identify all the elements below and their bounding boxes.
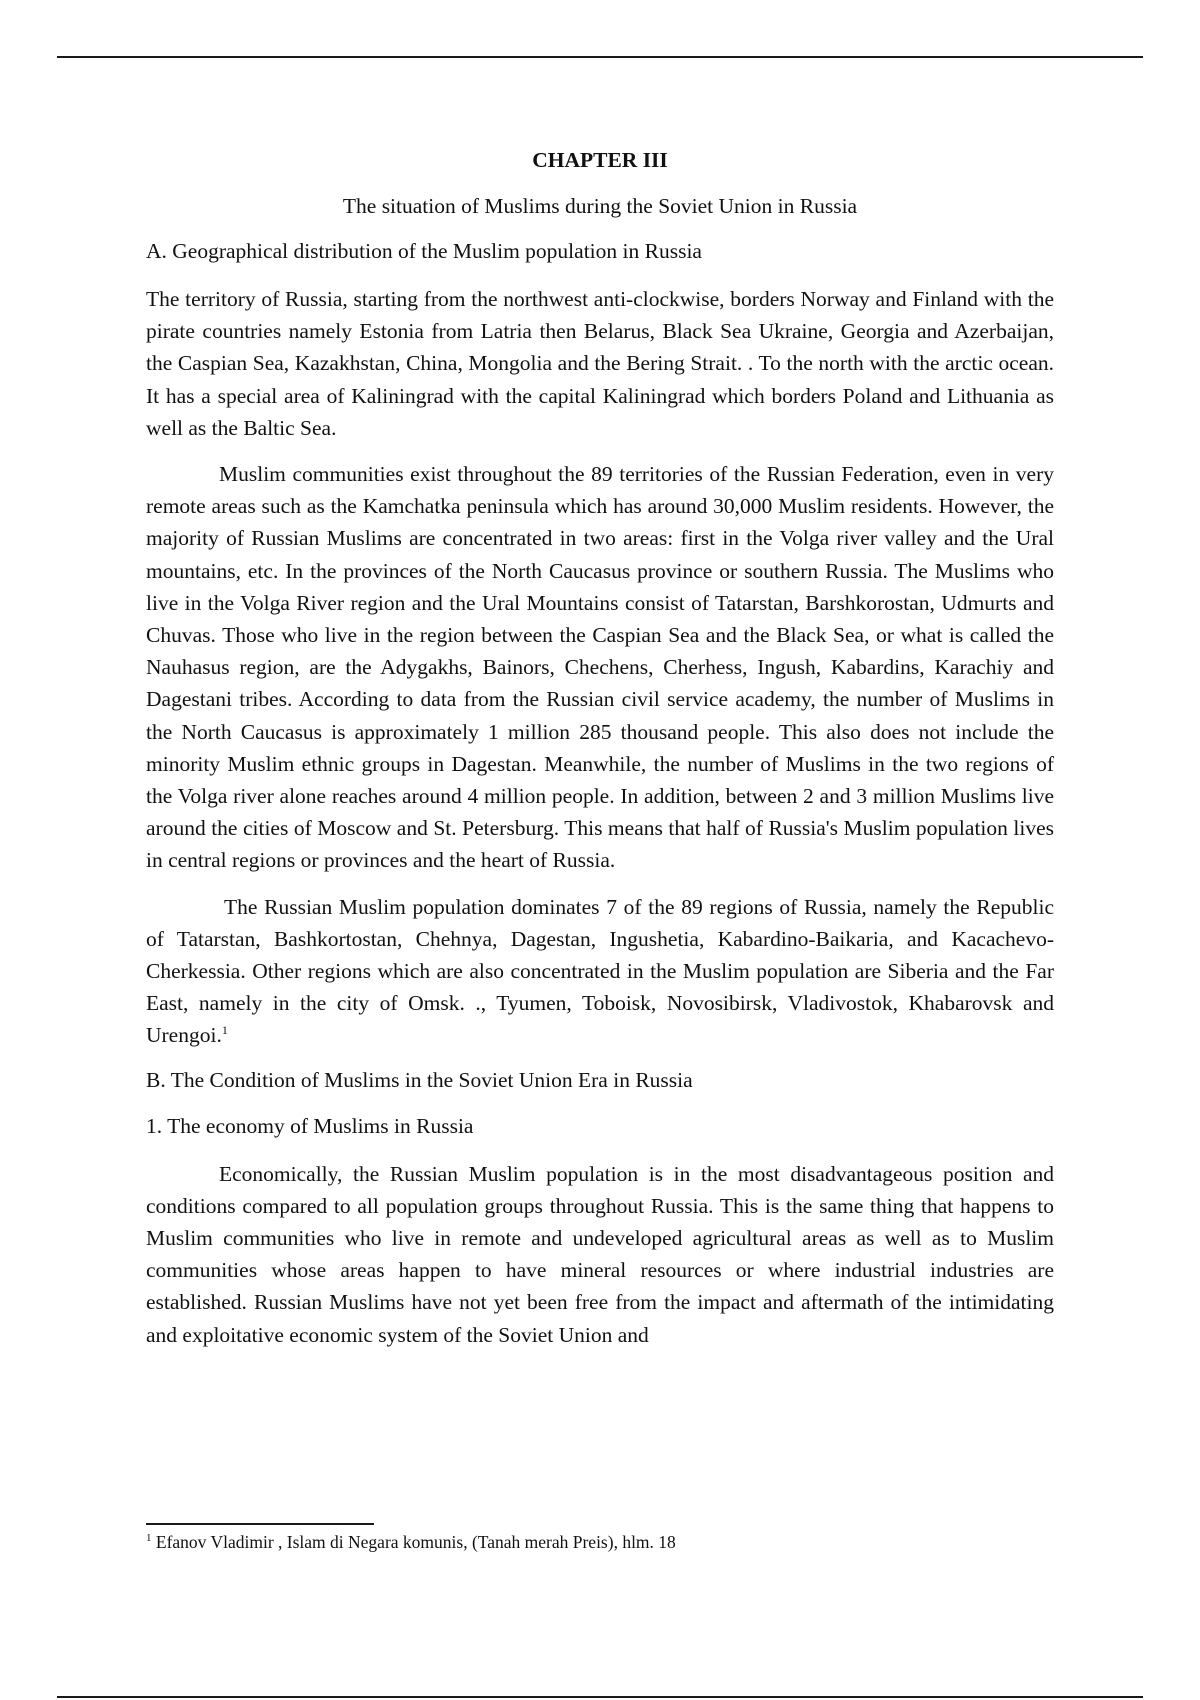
footnote-text: Efanov Vladimir , Islam di Negara komunis, (Tanah merah Preis), hlm. 18 <box>155 1532 676 1552</box>
section-b-subheading: 1. The economy of Muslims in Russia <box>146 1113 474 1138</box>
header-rule <box>57 56 1143 58</box>
footnote-reference[interactable]: 1 <box>221 1023 228 1038</box>
footnote <box>146 1530 676 1554</box>
chapter-title: CHAPTER III <box>532 148 668 172</box>
section-b-heading: B. The Condition of Muslims in the Soviet Union Era in Russia <box>146 1067 693 1092</box>
chapter-subtitle: The situation of Muslims during the Soviet Union in Russia <box>342 194 858 218</box>
section-a-heading: A. Geographical distribution of the Muslim population in Russia <box>146 239 702 263</box>
footer-rule <box>57 1696 1143 1698</box>
section-a-paragraph-1: The territory of Russia, starting from the northwest anti-clockwise, borders Norway and Finland with the pirate countries namely Estonia from Latria then Belarus, Black Sea Ukraine, Georgia and Azerbaijan, the Caspian Sea, Kazakhstan, China, Mongolia and the Bering Strait. . To the north with the arctic ocean. It has a special area of Kaliningrad with the capital Kaliningrad which borders Poland and Lithuania as well as the Baltic Sea. <box>146 287 1054 440</box>
section-a-paragraph-3 <box>146 891 1054 1052</box>
section-a-paragraph-2: Muslim communities exist throughout the 89 territories of the Russian Federation, even in very remote areas such as the Kamchatka peninsula which has around 30,000 Muslim residents. However, the majority of Russian Muslims are concentrated in two areas: first in the Volga river valley and the Ural mountains, etc. In the provinces of the North Caucasus province or southern Russia. The Muslims who live in the Volga River region and the Ural Mountains consist of Tatarstan, Barshkorostan, Udmurts and Chuvas. Those who live in the region between the Caspian Sea and the Black Sea, or what is called the Nauhasus region, are the Adygakhs, Bainors, Chechens, Cherhess, Ingush, Kabardins, Karachiy and Dagestani tribes. According to data from the Russian civil service academy, the number of Muslims in the North Caucasus is approximately 1 million 285 thousand people. This also does not include the minority Muslim ethnic groups in Dagestan. Meanwhile, the number of Muslims in the two regions of the Volga river alone reaches around 4 million people. In addition, between 2 and 3 million Muslims live around the cities of Moscow and St. Petersburg. This means that half of Russia's Muslim population lives in central regions or provinces and the heart of Russia. <box>146 462 1054 873</box>
page-body <box>146 146 1054 1365</box>
footnote-separator <box>146 1523 374 1525</box>
section-a-paragraph-3-text: The Russian Muslim population dominates 7 of the 89 regions of Russia, namely the Republic of Tatarstan, Bashkortostan, Chehnya, Dagestan, Ingushetia, Kabardino-Baikaria, and Kacachevo-Cherkessia. Other regions which are also concentrated in the Muslim population are Siberia and the Far East, namely in the city of Omsk. ., Tyumen, Toboisk, Novosibirsk, Vladivostok, Khabarovsk and Urengoi. <box>146 894 1054 1048</box>
footnote-number: 1 <box>146 1532 152 1545</box>
section-b-paragraph: Economically, the Russian Muslim population is in the most disadvantageous position and conditions compared to all population groups throughout Russia. This is the same thing that happens to Muslim communities who live in remote and undeveloped agricultural areas as well as to Muslim communities whose areas happen to have mineral resources or where industrial industries are established. Russian Muslims have not yet been free from the impact and aftermath of the intimidating and exploitative economic system of the Soviet Union and <box>146 1161 1054 1347</box>
